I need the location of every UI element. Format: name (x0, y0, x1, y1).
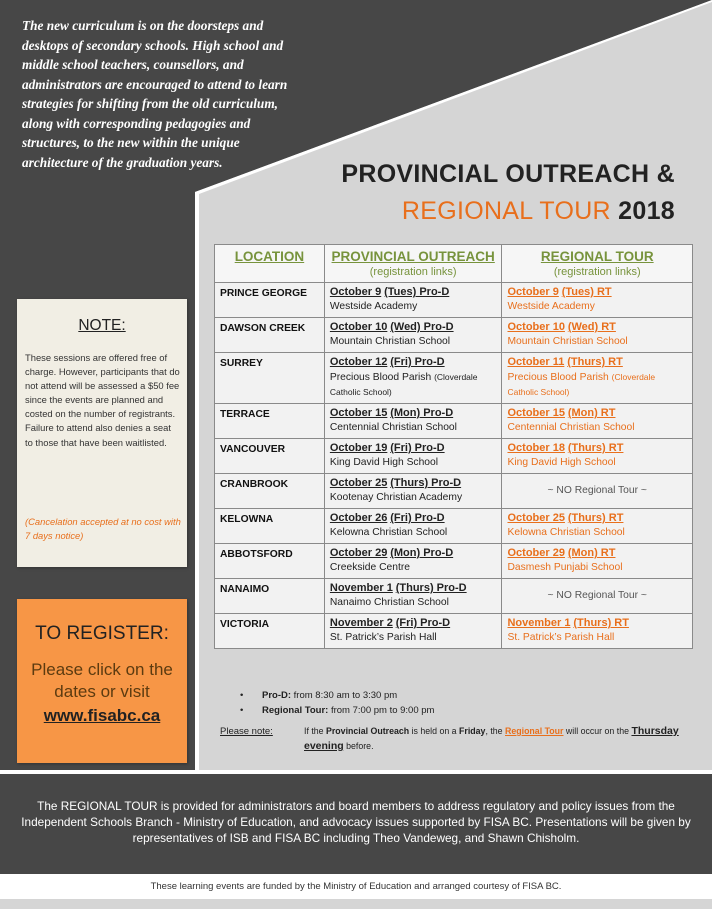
regional-venue: Mountain Christian School (507, 336, 628, 347)
provincial-venue-note: (Cloverdale Catholic School) (329, 372, 478, 397)
regional-venue: Precious Blood Parish (Cloverdale Catholic School) (507, 372, 656, 397)
table-row (215, 614, 693, 649)
regional-date-link[interactable]: October 25 (507, 512, 565, 524)
regional-cell (502, 544, 693, 579)
table-row (215, 544, 693, 579)
provincial-cell (324, 439, 502, 474)
time-list (240, 688, 434, 718)
location-cell: PRINCE GEORGE (215, 283, 325, 318)
regional-cell (502, 509, 693, 544)
title-line-2 (300, 197, 675, 226)
provincial-venue: Kelowna Christian School (329, 527, 448, 538)
regional-date-link[interactable]: October 15 (507, 407, 565, 419)
location-cell: TERRACE (215, 404, 325, 439)
location-cell: SURREY (215, 353, 325, 404)
table-row (215, 474, 693, 509)
table-row (215, 283, 693, 318)
regional-cell (502, 318, 693, 353)
provincial-day-link[interactable]: (Thurs) Pro-D (390, 477, 462, 489)
provincial-day-link[interactable]: (Wed) Pro-D (390, 321, 454, 333)
header-regional: REGIONAL TOUR (registration links) (502, 245, 693, 283)
provincial-date-link[interactable]: October 15 (329, 407, 388, 419)
location-cell: VICTORIA (215, 614, 325, 649)
regional-day-link[interactable]: (Thurs) RT (567, 356, 623, 368)
register-link[interactable]: www.fisabc.ca (43, 706, 161, 725)
bottom-banner (0, 774, 712, 874)
please-note-label: Please note: (220, 726, 273, 737)
regional-date-link[interactable]: October 29 (507, 547, 565, 559)
provincial-date-link[interactable]: October 10 (329, 321, 388, 333)
regional-day-link[interactable]: (Thurs) RT (567, 442, 624, 454)
provincial-date-link[interactable]: November 2 (329, 617, 393, 629)
regional-cell (502, 353, 693, 404)
regional-venue: Dasmesh Punjabi School (507, 562, 623, 573)
regional-day-link[interactable]: (Thurs) RT (567, 512, 624, 524)
register-box (17, 599, 187, 763)
provincial-day-link[interactable]: (Thurs) Pro-D (395, 582, 467, 594)
provincial-venue: Westside Academy (329, 301, 418, 312)
please-note-text: If the Provincial Outreach is held on a Friday, the Regional Tour will occur on the Thursday evening before. (304, 725, 679, 752)
provincial-day-link[interactable]: (Mon) Pro-D (390, 407, 454, 419)
provincial-day-link[interactable]: (Fri) Pro-D (395, 617, 451, 629)
provincial-date-link[interactable]: October 19 (329, 442, 388, 454)
title-year: 2018 (618, 197, 675, 225)
provincial-date-link[interactable]: October 29 (329, 547, 388, 559)
provincial-cell (324, 544, 502, 579)
schedule-table (214, 244, 693, 649)
provincial-day-link[interactable]: (Fri) Pro-D (390, 512, 445, 524)
regional-venue: Westside Academy (507, 301, 595, 312)
regional-venue: King David High School (507, 457, 616, 468)
bottom-text: The REGIONAL TOUR is provided for administrators and board members to address regulatory and policy issues from the Independent Schools Branch - Ministry of Education, and advocacy issues supported by FISA BC. Presentations will be given by representatives of ISB and FISA BC including Theo Vandeweg, and Shawn Chisholm. (21, 799, 691, 845)
provincial-venue: Centennial Christian School (329, 422, 457, 433)
table-row (215, 439, 693, 474)
provincial-date-link[interactable]: October 9 (329, 286, 382, 298)
footer-bar (0, 899, 712, 909)
footer (0, 874, 712, 909)
regional-none: ~ NO Regional Tour ~ (502, 474, 693, 509)
table-row (215, 318, 693, 353)
regional-venue: Kelowna Christian School (507, 527, 625, 538)
regional-day-link[interactable]: (Mon) RT (567, 547, 616, 559)
regional-date-link[interactable]: October 18 (507, 442, 565, 454)
regional-day-link[interactable]: (Tues) RT (561, 286, 612, 298)
provincial-day-link[interactable]: (Fri) Pro-D (390, 356, 445, 368)
header-location: LOCATION (215, 245, 325, 283)
provincial-venue: Creekside Centre (329, 562, 410, 573)
location-cell: CRANBROOK (215, 474, 325, 509)
title-line-1: PROVINCIAL OUTREACH & (341, 160, 675, 188)
time-regional: • Regional Tour: from 7:00 pm to 9:00 pm (240, 703, 434, 718)
regional-date-link[interactable]: October 11 (507, 356, 565, 368)
table-row (215, 509, 693, 544)
regional-venue: Centennial Christian School (507, 422, 635, 433)
regional-none: ~ NO Regional Tour ~ (502, 579, 693, 614)
provincial-cell (324, 404, 502, 439)
table-row (215, 353, 693, 404)
provincial-venue: Nanaimo Christian School (329, 597, 449, 608)
location-cell: VANCOUVER (215, 439, 325, 474)
note-cancel: (Cancelation accepted at no cost with 7 days notice) (25, 516, 181, 542)
regional-cell (502, 283, 693, 318)
note-box (17, 299, 187, 567)
provincial-cell (324, 509, 502, 544)
header-provincial: PROVINCIAL OUTREACH (registration links) (324, 245, 502, 283)
provincial-day-link[interactable]: (Mon) Pro-D (390, 547, 454, 559)
regional-cell (502, 404, 693, 439)
provincial-cell (324, 614, 502, 649)
location-cell: DAWSON CREEK (215, 318, 325, 353)
provincial-day-link[interactable]: (Fri) Pro-D (390, 442, 445, 454)
provincial-day-link[interactable]: (Tues) Pro-D (384, 286, 450, 298)
regional-date-link[interactable]: November 1 (507, 617, 571, 629)
time-prod: • Pro-D: from 8:30 am to 3:30 pm (240, 688, 434, 703)
title-regional-tour: REGIONAL TOUR (401, 197, 611, 225)
location-cell: ABBOTSFORD (215, 544, 325, 579)
regional-cell (502, 439, 693, 474)
note-heading: NOTE: (78, 317, 126, 334)
location-cell: NANAIMO (215, 579, 325, 614)
provincial-venue: Precious Blood Parish (Cloverdale Catholic School) (329, 372, 478, 397)
provincial-cell (324, 353, 502, 404)
provincial-cell (324, 579, 502, 614)
provincial-cell (324, 318, 502, 353)
regional-day-link[interactable]: (Thurs) RT (573, 617, 629, 629)
provincial-cell (324, 283, 502, 318)
table-header-row (215, 245, 693, 283)
regional-date-link[interactable]: October 9 (507, 286, 559, 298)
provincial-venue: St. Patrick’s Parish Hall (329, 632, 437, 643)
regional-cell (502, 614, 693, 649)
provincial-date-link[interactable]: October 26 (329, 512, 388, 524)
register-body: Please click on the dates or visit (31, 660, 173, 701)
provincial-date-link[interactable]: October 25 (329, 477, 388, 489)
provincial-venue: Kootenay Christian Academy (329, 492, 463, 503)
footer-text: These learning events are funded by the Ministry of Education and arranged courtesy of FISA BC. (150, 881, 562, 892)
table-row (215, 404, 693, 439)
table-row (215, 579, 693, 614)
provincial-date-link[interactable]: October 12 (329, 356, 388, 368)
regional-date-link[interactable]: October 10 (507, 321, 565, 333)
provincial-cell (324, 474, 502, 509)
regional-day-link[interactable]: (Wed) RT (567, 321, 616, 333)
register-heading: TO REGISTER: (35, 623, 169, 644)
regional-venue-note: (Cloverdale Catholic School) (507, 372, 656, 397)
regional-venue: St. Patrick’s Parish Hall (507, 632, 615, 643)
note-body: These sessions are offered free of charge. However, participants that do not attend will be assessed a $50 fee since the events are planned and costed on the number of registrants. Failure to attend also denies a seat to those that have been waitlisted. (25, 352, 180, 448)
regional-day-link[interactable]: (Mon) RT (567, 407, 616, 419)
provincial-venue: King David High School (329, 457, 439, 468)
intro-text: The new curriculum is on the doorsteps and desktops of secondary schools. High school and middle school teachers, counsellors, and administrators are encouraged to attend to learn strategies for shifting from the old curriculum, along with corresponding pedagogies and structures, to the new within the unique architecture of the graduation years. (22, 18, 288, 170)
provincial-venue: Mountain Christian School (329, 336, 451, 347)
location-cell: KELOWNA (215, 509, 325, 544)
provincial-date-link[interactable]: November 1 (329, 582, 393, 594)
